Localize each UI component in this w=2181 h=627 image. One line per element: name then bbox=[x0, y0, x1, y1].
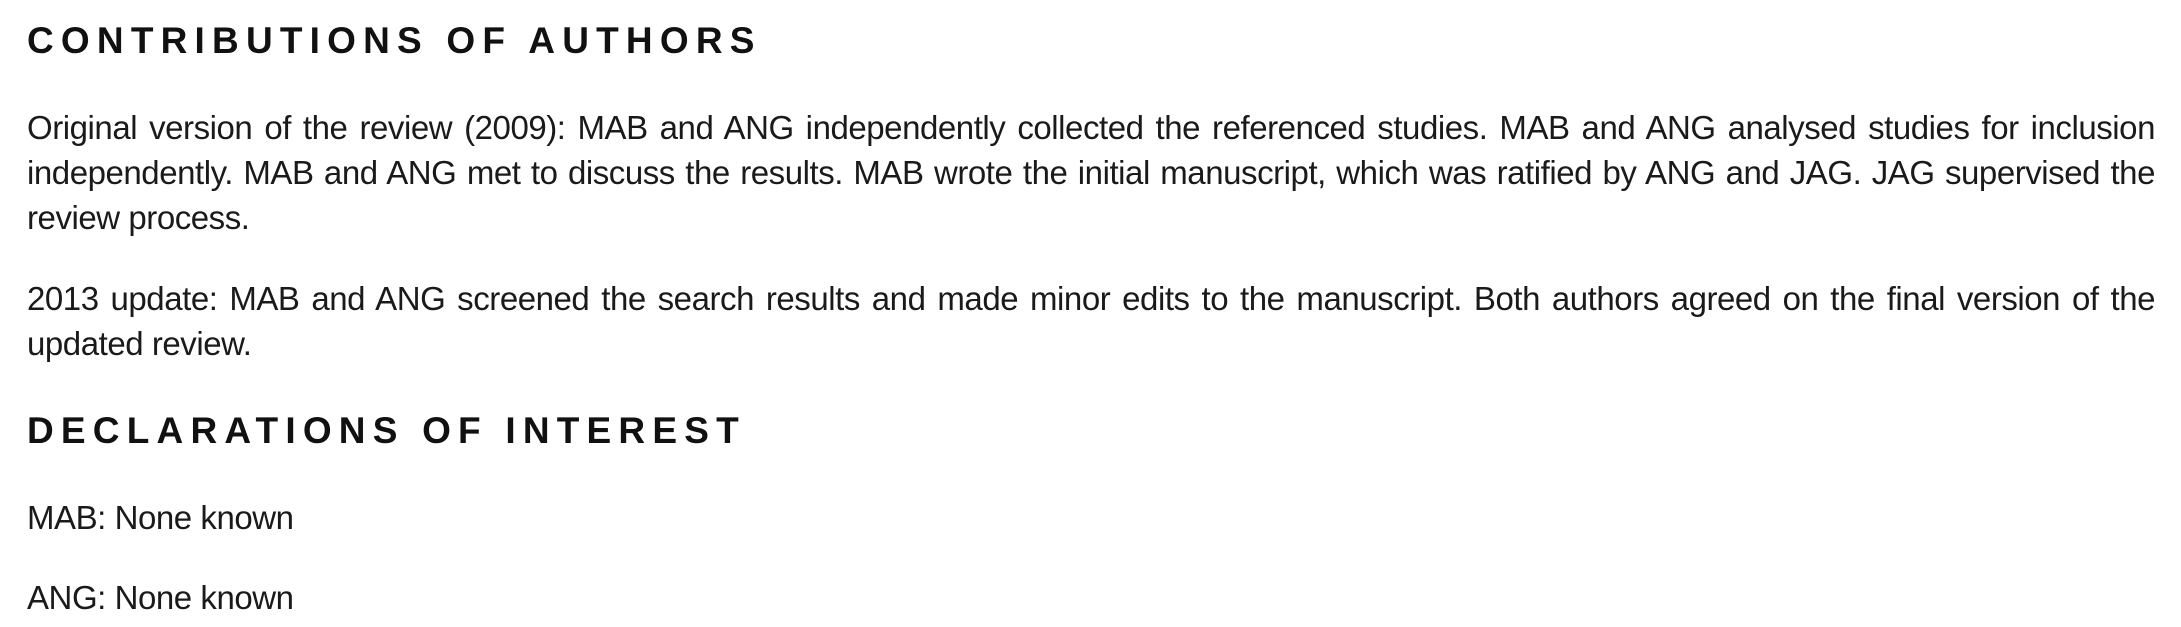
declaration-item-ang: ANG: None known bbox=[27, 579, 294, 616]
contributions-paragraph-2013-update: 2013 update: MAB and ANG screened the search results and made minor edits to the manuscript. Both authors agreed on the final version of the updated review. bbox=[27, 280, 2155, 362]
declaration-item-mab: MAB: None known bbox=[27, 499, 294, 536]
contributions-of-authors-heading: CONTRIBUTIONS OF AUTHORS bbox=[27, 20, 762, 61]
contributions-paragraph-original-version: Original version of the review (2009): MAB and ANG independently collected the referenced studies. MAB and ANG analysed studies for inclusion independently. MAB and ANG met to discuss the results. MAB wrote the initial manuscript, which was ratified by ANG and JAG. JAG supervised the review process. bbox=[27, 109, 2155, 236]
declarations-of-interest-heading: DECLARATIONS OF INTEREST bbox=[27, 410, 746, 451]
